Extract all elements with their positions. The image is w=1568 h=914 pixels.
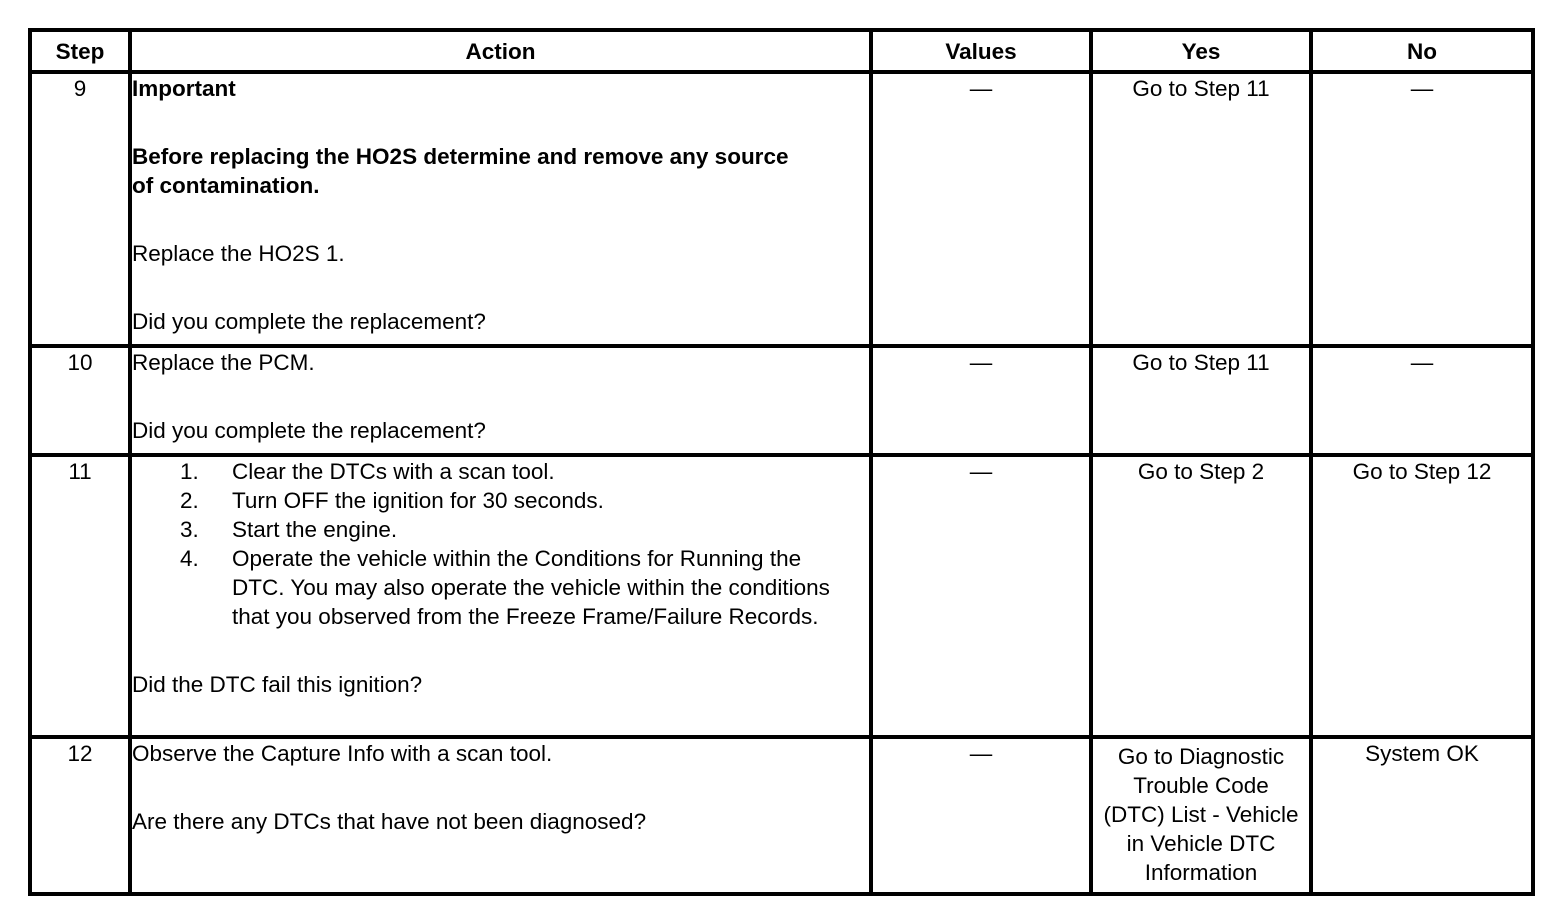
step-number: 10 xyxy=(30,346,130,455)
question-text: Did the DTC fail this ignition? xyxy=(132,672,423,697)
list-item-text: Turn OFF the ignition for 30 seconds. xyxy=(232,488,604,513)
list-item-text: Operate the vehicle within the Conditions for Running the DTC. You may also operate the vehicle within the conditions that you observed from the Freeze Frame/Failure Records. xyxy=(232,546,830,629)
list-item-text: Clear the DTCs with a scan tool. xyxy=(232,459,555,484)
yes-cell: Go to Step 11 xyxy=(1091,72,1311,346)
step-number: 9 xyxy=(30,72,130,346)
action-cell xyxy=(130,346,871,455)
action-cell xyxy=(130,455,871,737)
list-item-text: Start the engine. xyxy=(232,517,398,542)
list-item-number: 1. xyxy=(180,459,199,484)
list-item xyxy=(180,544,869,631)
yes-cell: Go to Step 11 xyxy=(1091,346,1311,455)
instruction-text: Replace the PCM. xyxy=(132,350,315,375)
values-cell: — xyxy=(871,737,1091,894)
yes-cell: Go to Diagnostic Trouble Code (DTC) List - Vehicle in Vehicle DTC Information xyxy=(1091,737,1311,894)
table-row xyxy=(30,737,1533,894)
values-cell: — xyxy=(871,72,1091,346)
header-no: No xyxy=(1311,30,1533,72)
header-step: Step xyxy=(30,30,130,72)
header-row xyxy=(30,30,1533,72)
question-text: Did you complete the replacement? xyxy=(132,309,486,334)
step-number: 11 xyxy=(30,455,130,737)
procedure-list xyxy=(132,457,869,631)
instruction-text: Replace the HO2S 1. xyxy=(132,241,345,266)
action-cell xyxy=(130,737,871,894)
question-text: Did you complete the replacement? xyxy=(132,418,486,443)
table-row xyxy=(30,455,1533,737)
values-cell: — xyxy=(871,346,1091,455)
list-item xyxy=(180,486,869,515)
no-cell: — xyxy=(1311,346,1533,455)
header-values: Values xyxy=(871,30,1091,72)
diagnostic-table xyxy=(28,28,1535,896)
values-cell: — xyxy=(871,455,1091,737)
no-cell: Go to Step 12 xyxy=(1311,455,1533,737)
step-number: 12 xyxy=(30,737,130,894)
table-row xyxy=(30,346,1533,455)
instruction-text: Observe the Capture Info with a scan tool. xyxy=(132,741,553,766)
important-text: Before replacing the HO2S determine and remove any source of contamination. xyxy=(132,144,789,198)
list-item-number: 2. xyxy=(180,488,199,513)
yes-cell: Go to Step 2 xyxy=(1091,455,1311,737)
list-item xyxy=(180,457,869,486)
action-cell xyxy=(130,72,871,346)
list-item-number: 4. xyxy=(180,546,199,571)
important-label: Important xyxy=(132,76,236,101)
no-cell: System OK xyxy=(1311,737,1533,894)
question-text: Are there any DTCs that have not been diagnosed? xyxy=(132,809,647,834)
list-item xyxy=(180,515,869,544)
header-yes: Yes xyxy=(1091,30,1311,72)
no-cell: — xyxy=(1311,72,1533,346)
list-item-number: 3. xyxy=(180,517,199,542)
table-row xyxy=(30,72,1533,346)
header-action: Action xyxy=(130,30,871,72)
